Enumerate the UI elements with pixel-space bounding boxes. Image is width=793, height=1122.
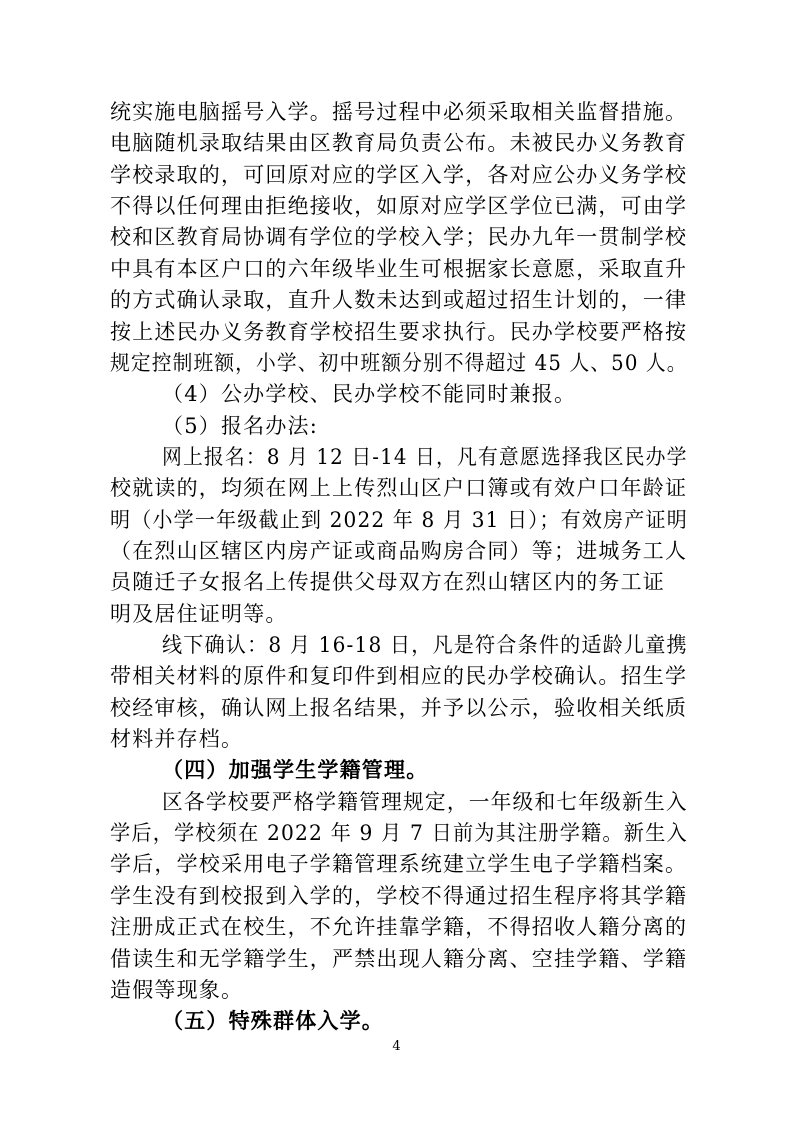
paragraph-line: 网上报名：8 月 12 日-14 日，凡有意愿选择我区民办学 — [162, 444, 688, 469]
paragraph-line: 不得以任何理由拒绝接收，如原对应学区学位已满，可由学 — [110, 194, 688, 219]
paragraph-line: 借读生和无学籍学生，严禁出现人籍分离、空挂学籍、学籍 — [110, 946, 688, 971]
paragraph-line: （4）公办学校、民办学校不能同时兼报。 — [162, 382, 577, 407]
paragraph-line: 学生没有到校报到入学的，学校不得通过招生程序将其学籍 — [110, 883, 688, 908]
paragraph-line: 学后，学校须在 2022 年 9 月 7 日前为其注册学籍。新生入 — [110, 821, 688, 846]
paragraph-line: 学校录取的，可回原对应的学区入学，各对应公办义务学校 — [110, 162, 688, 187]
paragraph-line: 校就读的，均须在网上上传烈山区户口簿或有效户口年龄证 — [110, 476, 688, 501]
paragraph-line: 按上述民办义务教育学校招生要求执行。民办学校要严格按 — [110, 319, 688, 344]
paragraph-line: （5）报名办法: — [162, 413, 319, 438]
paragraph-line: 校和区教育局协调有学位的学校入学；民办九年一贯制学校 — [110, 225, 688, 250]
paragraph-line: （在烈山区辖区内房产证或商品购房合同）等；进城务工人 — [110, 538, 688, 563]
paragraph-line: 校经审核，确认网上报名结果，并予以公示，验收相关纸质 — [110, 695, 688, 720]
paragraph-line: 注册成正式在校生，不允许挂靠学籍，不得招收人籍分离的 — [110, 915, 688, 940]
paragraph-line: 区各学校要严格学籍管理规定，一年级和七年级新生入 — [162, 789, 688, 814]
paragraph-line: 中具有本区户口的六年级毕业生可根据家长意愿，采取直升 — [110, 256, 688, 281]
paragraph-line: 规定控制班额，小学、初中班额分别不得超过 45 人、50 人。 — [110, 350, 688, 375]
page-number: 4 — [392, 1039, 401, 1054]
paragraph-line: 员随迁子女报名上传提供父母双方在烈山辖区内的务工证 — [110, 570, 665, 595]
paragraph-line: 学后，学校采用电子学籍管理系统建立学生电子学籍档案。 — [110, 852, 688, 877]
paragraph-line: 材料并存档。 — [110, 727, 244, 751]
paragraph-line: 电脑随机录取结果由区教育局负责公布。未被民办义务教育 — [110, 131, 688, 156]
paragraph-line: 线下确认：8 月 16-18 日，凡是符合条件的适龄儿童携 — [162, 633, 688, 657]
paragraph-line: 统实施电脑摇号入学。摇号过程中必须采取相关监督措施。 — [110, 100, 688, 124]
paragraph-line: 造假等现象。 — [110, 977, 244, 1002]
paragraph-line: 明及居住证明等。 — [110, 601, 288, 626]
paragraph-line: 的方式确认录取，直升人数未达到或超过招生计划的，一律 — [110, 288, 688, 313]
paragraph-line: 明（小学一年级截止到 2022 年 8 月 31 日）；有效房产证明 — [110, 507, 688, 532]
section-heading: （五）特殊群体入学。 — [162, 1008, 384, 1034]
section-heading: （四）加强学生学籍管理。 — [162, 757, 429, 783]
paragraph-line: 带相关材料的原件和复印件到相应的民办学校确认。招生学 — [110, 664, 688, 689]
